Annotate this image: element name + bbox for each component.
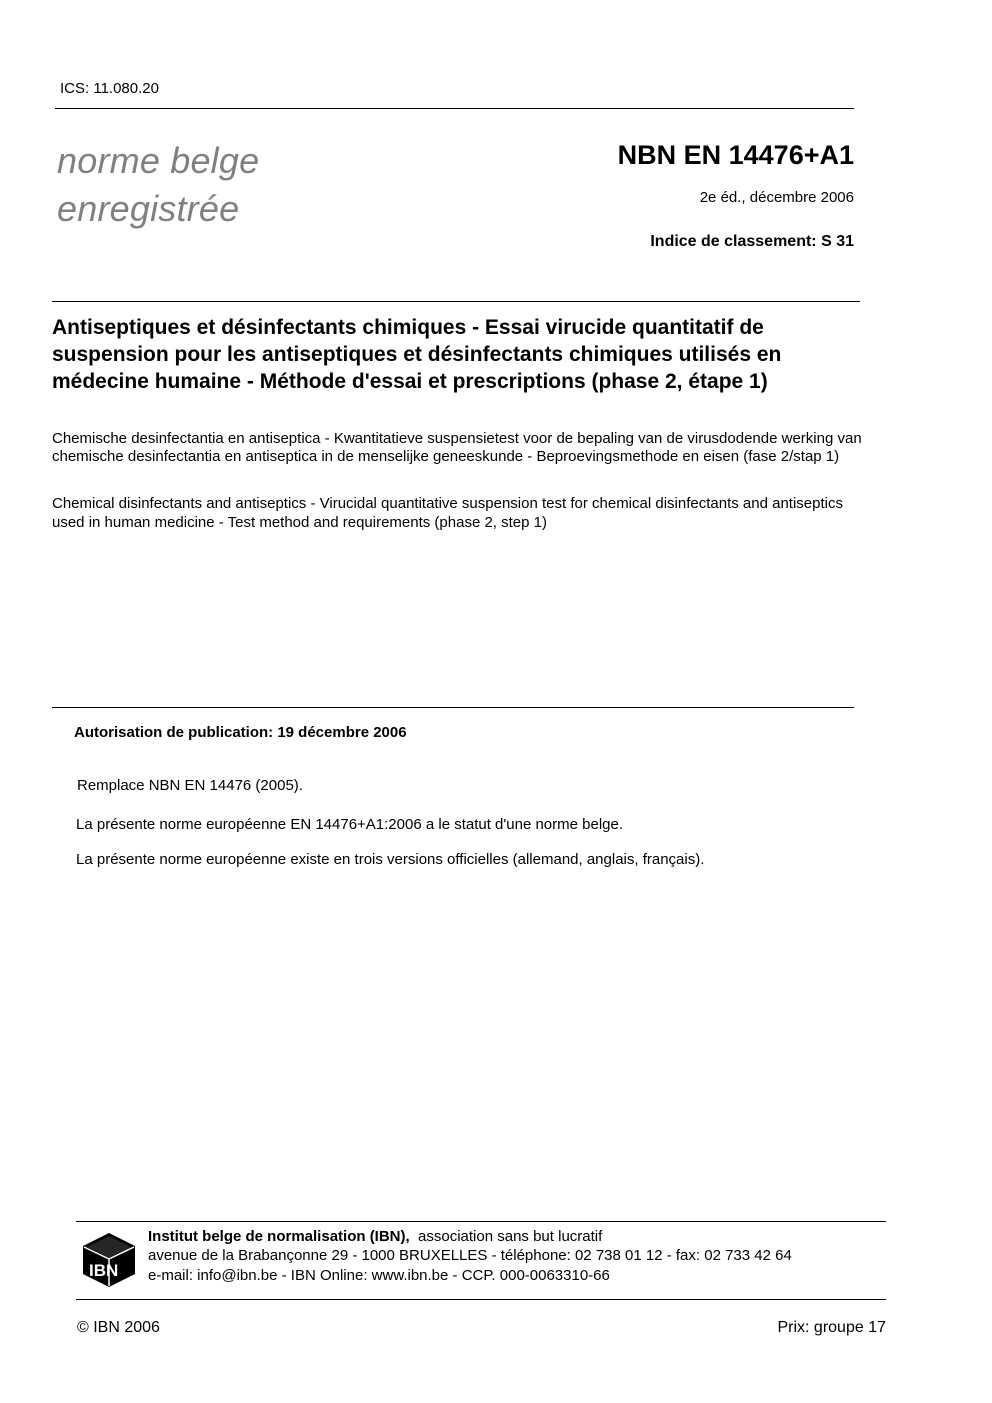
publication-divider (52, 707, 854, 708)
institute-address: avenue de la Brabançonne 29 - 1000 BRUXELLES - téléphone: 02 738 01 12 - fax: 02 733 42 64 (148, 1247, 792, 1264)
brand-line-2: enregistrée (57, 188, 240, 229)
institute-name: Institut belge de normalisation (IBN), (148, 1228, 410, 1245)
ibn-logo-icon (82, 1232, 136, 1288)
edition-date: 2e éd., décembre 2006 (699, 189, 854, 206)
footer-divider-top (76, 1221, 886, 1222)
title-dutch: Chemische desinfectantia en antiseptica - Kwantitatieve suspensietest voor de bepaling van de virusdodende werking van chemische desinfectantia en antiseptica in de menselijke geneeskunde - Beproevingsmethode en eisen (fase 2/stap 1) (52, 430, 862, 465)
logo-letters: IBN (89, 1261, 119, 1280)
standard-number: NBN EN 14476+A1 (617, 140, 854, 170)
versions-note: La présente norme européenne existe en trois versions officielles (allemand, anglais, français). (76, 851, 705, 868)
title-divider (52, 301, 860, 302)
classification-index: Indice de classement: S 31 (650, 233, 854, 250)
price-group: Prix: groupe 17 (777, 1319, 886, 1336)
status-note: La présente norme européenne EN 14476+A1:2006 a le statut d'une norme belge. (76, 816, 624, 833)
institute-type: association sans but lucratif (418, 1228, 603, 1245)
publication-authorisation: Autorisation de publication: 19 décembre 2006 (74, 724, 407, 741)
institute-line (148, 1228, 602, 1245)
copyright: © IBN 2006 (77, 1319, 160, 1336)
title-french: Antiseptiques et désinfectants chimiques - Essai virucide quantitatif de suspension pour les antiseptiques et désinfectants chimiques utilisés en médecine humaine - Méthode d'essai et prescriptions (phase 2, étape 1) (52, 316, 782, 393)
title-english: Chemical disinfectants and antiseptics - Virucidal quantitative suspension test for chemical disinfectants and antiseptics used in human medicine - Test method and requirements (phase 2, step 1) (52, 495, 843, 531)
brand-line-1: norme belge (57, 140, 260, 181)
replaces-note: Remplace NBN EN 14476 (2005). (77, 777, 303, 794)
ics-code: ICS: 11.080.20 (60, 80, 159, 97)
footer-divider-bottom (76, 1299, 886, 1300)
header-divider (55, 108, 854, 109)
institute-contact: e-mail: info@ibn.be - IBN Online: www.ibn.be - CCP. 000-0063310-66 (148, 1267, 610, 1284)
